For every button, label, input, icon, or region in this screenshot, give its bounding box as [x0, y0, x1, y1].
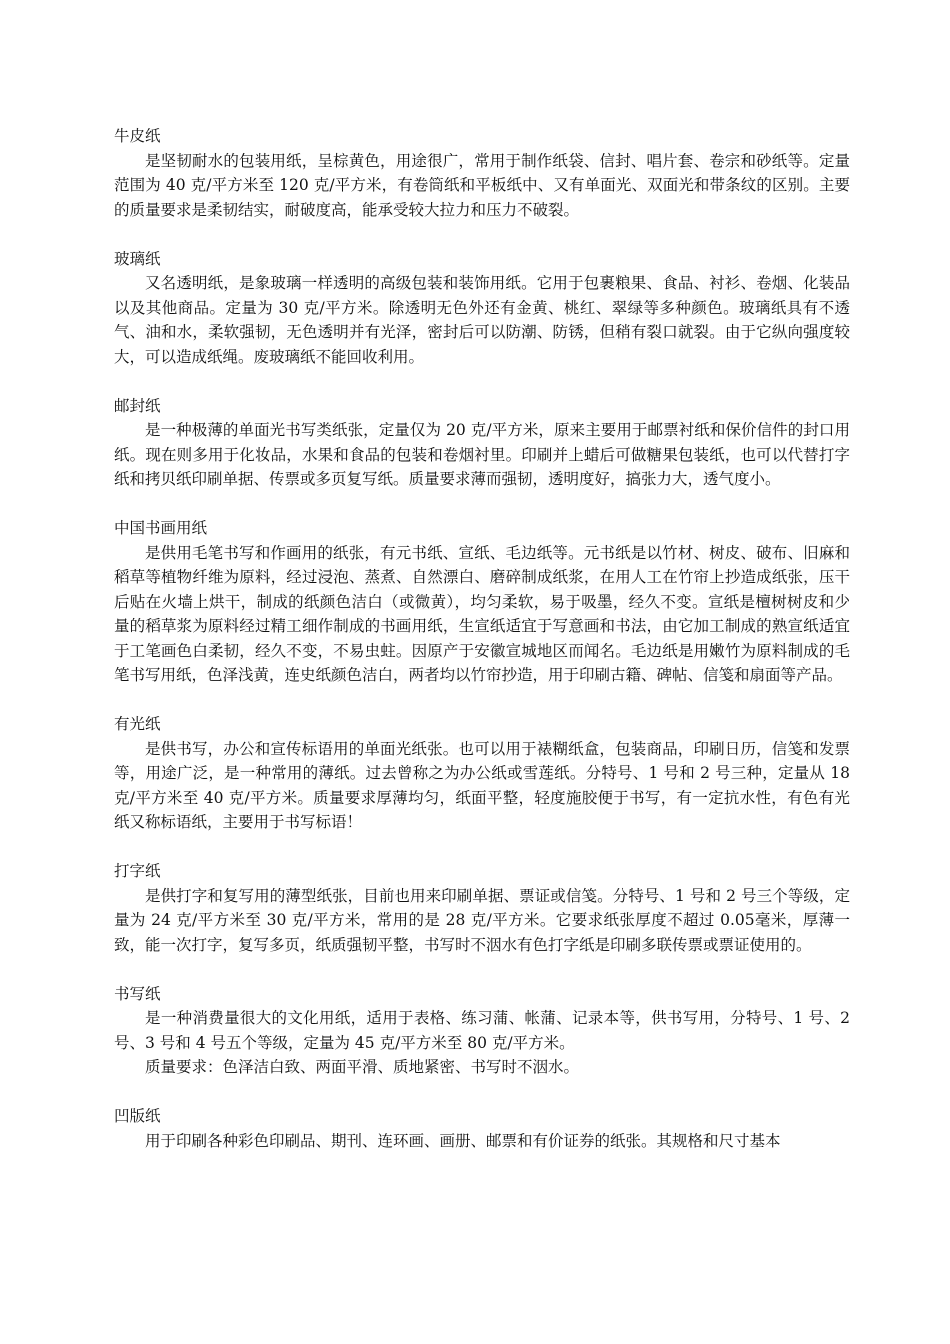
section-title: 邮封纸: [114, 396, 161, 415]
section-title: 中国书画用纸: [114, 519, 208, 537]
section-title: 有光纸: [114, 715, 161, 733]
section-cellophane: [114, 247, 850, 370]
section-writing-paper: [114, 982, 850, 1080]
section-kraft-paper: [114, 124, 850, 222]
section-paragraph: 是供书写，办公和宣传标语用的单面光纸张。也可以用于裱糊纸盒，包装商品，印刷日历，信笺和发票等，用途广泛，是一种常用的薄纸。过去曾称之为办公纸或雪莲纸。分特号、1 号和 2 号三种，定量从 18 克/平方米至 40 克/平方米。质量要求厚薄均匀，纸面平整，轻度施胶便于书写，有一定抗水性，有色有光纸又称标语纸，主要用于书写标语！: [114, 739, 850, 831]
section-paragraph: 质量要求：色泽洁白致、两面平滑、质地紧密、书写时不洇水。: [145, 1058, 580, 1076]
section-gravure-paper: [114, 1104, 850, 1153]
section-paragraph: 是供打字和复写用的薄型纸张，目前也用来印刷单据、票证或信笺。分特号、1 号和 2 号三个等级，定量为 24 克/平方米至 30 克/平方米，常用的是 28 克/平方米。它要求纸张厚度不超过 0.05毫米，厚薄一致，能一次打字，复写多页，纸质强韧平整，书写时不洇水有色打字纸是印刷多联传票或票证使用的。: [114, 886, 850, 954]
section-paragraph: 又名透明纸，是象玻璃一样透明的高级包装和装饰用纸。它用于包裹粮果、食品、衬衫、卷烟、化装品以及其他商品。定量为 30 克/平方米。除透明无色外还有金黄、桃红、翠绿等多种颜色。玻璃纸具有不透气、油和水，柔软强韧，无色透明并有光泽，密封后可以防潮、防锈，但稍有裂口就裂。由于它纵向强度较大，可以造成纸绳。废玻璃纸不能回收利用。: [114, 274, 850, 366]
section-paragraph: 用于印刷各种彩色印刷品、期刊、连环画、画册、邮票和有价证券的纸张。其规格和尺寸基本: [145, 1131, 781, 1150]
section-paragraph: 是坚韧耐水的包装用纸，呈棕黄色，用途很广，常用于制作纸袋、信封、唱片套、卷宗和砂纸等。定量范围为 40 克/平方米至 120 克/平方米，有卷筒纸和平板纸中、又有单面光、双面光和带条纹的区别。主要的质量要求是柔韧结实，耐破度高，能承受较大拉力和压力不破裂。: [114, 151, 850, 219]
section-paragraph: 是一种消费量很大的文化用纸，适用于表格、练习蒲、帐蒲、记录本等，供书写用，分特号、1 号、2 号、3 号和 4 号五个等级，定量为 45 克/平方米至 80 克/平方米。: [114, 1009, 850, 1052]
section-title: 凹版纸: [114, 1107, 161, 1125]
section-calligraphy-paper: [114, 516, 850, 688]
section-paragraph: 是供用毛笔书写和作画用的纸张，有元书纸、宣纸、毛边纸等。元书纸是以竹材、树皮、破布、旧麻和稻草等植物纤维为原料，经过浸泡、蒸煮、自然漂白、磨碎制成纸浆，在用人工在竹帘上抄造成纸张，压干后贴在火墙上烘干，制成的纸颜色洁白（或微黄），均匀柔软，易于吸墨，经久不变。宣纸是檀树树皮和少量的稻草浆为原料经过精工细作制成的书画用纸，生宣纸适宜于写意画和书法，由它加工制成的熟宣纸适宜于工笔画色白柔韧，经久不变，不易虫蛀。因原产于安徽宣城地区而闻名。毛边纸是用嫩竹为原料制成的毛笔书写用纸，色泽浅黄，连史纸颜色洁白，两者均以竹帘抄造，用于印刷古籍、碑帖、信笺和扇面等产品。: [114, 543, 850, 684]
document-page: [114, 124, 850, 1178]
section-glazed-paper: [114, 712, 850, 835]
section-title: 书写纸: [114, 984, 161, 1003]
section-title: 牛皮纸: [114, 127, 161, 145]
section-title: 打字纸: [114, 862, 161, 880]
section-envelope-paper: [114, 394, 850, 492]
section-typing-paper: [114, 859, 850, 957]
section-title: 玻璃纸: [114, 249, 161, 268]
section-paragraph: 是一种极薄的单面光书写类纸张，定量仅为 20 克/平方米，原来主要用于邮票衬纸和保价信件的封口用纸。现在则多用于化妆品，水果和食品的包装和卷烟衬里。印刷并上蜡后可做糖果包装纸，也可以代替打字纸和拷贝纸印刷单据、传票或多页复写纸。质量要求薄而强韧，透明度好，搞张力大，透气度小。: [114, 421, 850, 488]
